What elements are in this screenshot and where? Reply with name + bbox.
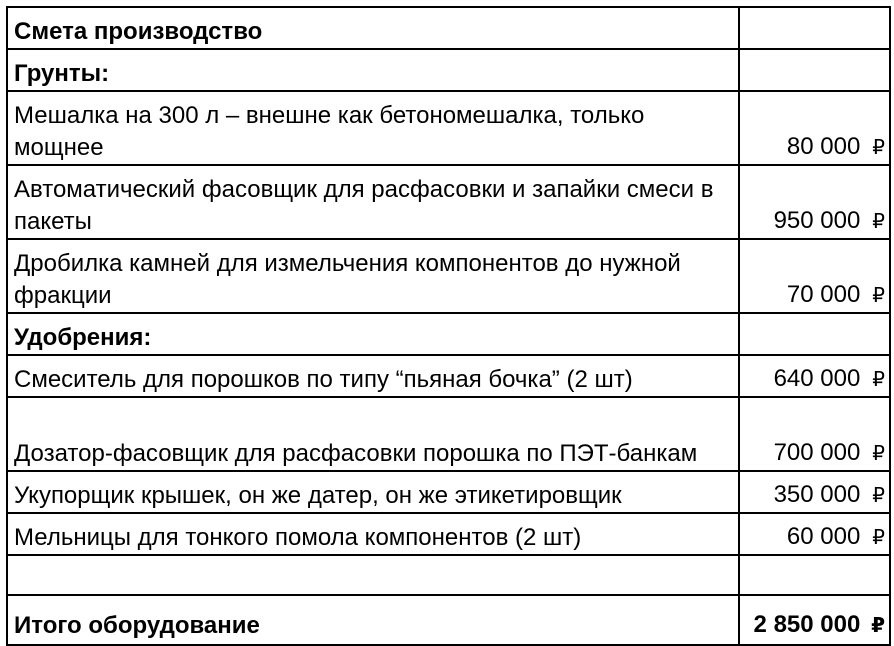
item-name-cell[interactable]: Автоматический фасовщик для расфасовки и запайки смеси в пакеты (7, 165, 739, 239)
item-amount: 80 000 (786, 133, 861, 160)
ruble-sign: ₽ (871, 615, 885, 637)
total-row (7, 595, 890, 645)
table-row (7, 397, 890, 471)
section-heading-fertilizers[interactable]: Удобрения: (7, 313, 739, 355)
total-amount-cell[interactable] (739, 595, 890, 645)
item-amount-cell[interactable] (739, 239, 890, 313)
total-amount: 2 850 000 (753, 611, 861, 638)
item-name-cell[interactable]: Дозатор-фасовщик для расфасовки порошка по ПЭТ-банкам (7, 397, 739, 471)
table-row (7, 239, 890, 313)
table-row (7, 513, 890, 555)
item-amount-cell[interactable] (739, 165, 890, 239)
item-amount-cell[interactable] (739, 513, 890, 555)
table-row (7, 165, 890, 239)
empty-cell[interactable] (739, 555, 890, 595)
item-amount-cell[interactable] (739, 471, 890, 513)
item-amount: 950 000 (773, 207, 861, 234)
item-name-cell[interactable]: Дробилка камней для измельчения компонентов до нужной фракции (7, 239, 739, 313)
ruble-sign: ₽ (872, 369, 885, 391)
estimate-table (6, 6, 891, 646)
ruble-sign: ₽ (872, 443, 885, 465)
item-name-cell[interactable]: Мешалка на 300 л – внешне как бетономешалка, только мощнее (7, 91, 739, 165)
item-amount: 60 000 (786, 523, 861, 550)
ruble-sign: ₽ (872, 285, 885, 307)
ruble-sign: ₽ (872, 211, 885, 233)
title-value-cell[interactable] (739, 7, 890, 49)
title-row (7, 7, 890, 49)
ruble-sign: ₽ (872, 527, 885, 549)
item-amount-cell[interactable] (739, 355, 890, 397)
section-heading-value-cell[interactable] (739, 49, 890, 91)
ruble-sign: ₽ (872, 137, 885, 159)
item-amount: 350 000 (773, 481, 861, 508)
item-amount: 640 000 (773, 365, 861, 392)
item-amount-cell[interactable] (739, 397, 890, 471)
item-name-cell[interactable]: Укупорщик крышек, он же датер, он же этикетировщик (7, 471, 739, 513)
section-heading-row (7, 313, 890, 355)
table-row (7, 91, 890, 165)
sheet-title[interactable]: Смета производство (7, 7, 739, 49)
item-amount-cell[interactable] (739, 91, 890, 165)
item-name-cell[interactable]: Смеситель для порошков по типу “пьяная бочка” (2 шт) (7, 355, 739, 397)
table-row (7, 355, 890, 397)
empty-cell[interactable] (7, 555, 739, 595)
section-heading-soils[interactable]: Грунты: (7, 49, 739, 91)
total-label[interactable]: Итого оборудование (7, 595, 739, 645)
ruble-sign: ₽ (872, 485, 885, 507)
item-name-cell[interactable]: Мельницы для тонкого помола компонентов (2 шт) (7, 513, 739, 555)
item-amount: 700 000 (773, 439, 861, 466)
section-heading-value-cell[interactable] (739, 313, 890, 355)
section-heading-row (7, 49, 890, 91)
empty-row (7, 555, 890, 595)
table-row (7, 471, 890, 513)
item-amount: 70 000 (786, 281, 861, 308)
